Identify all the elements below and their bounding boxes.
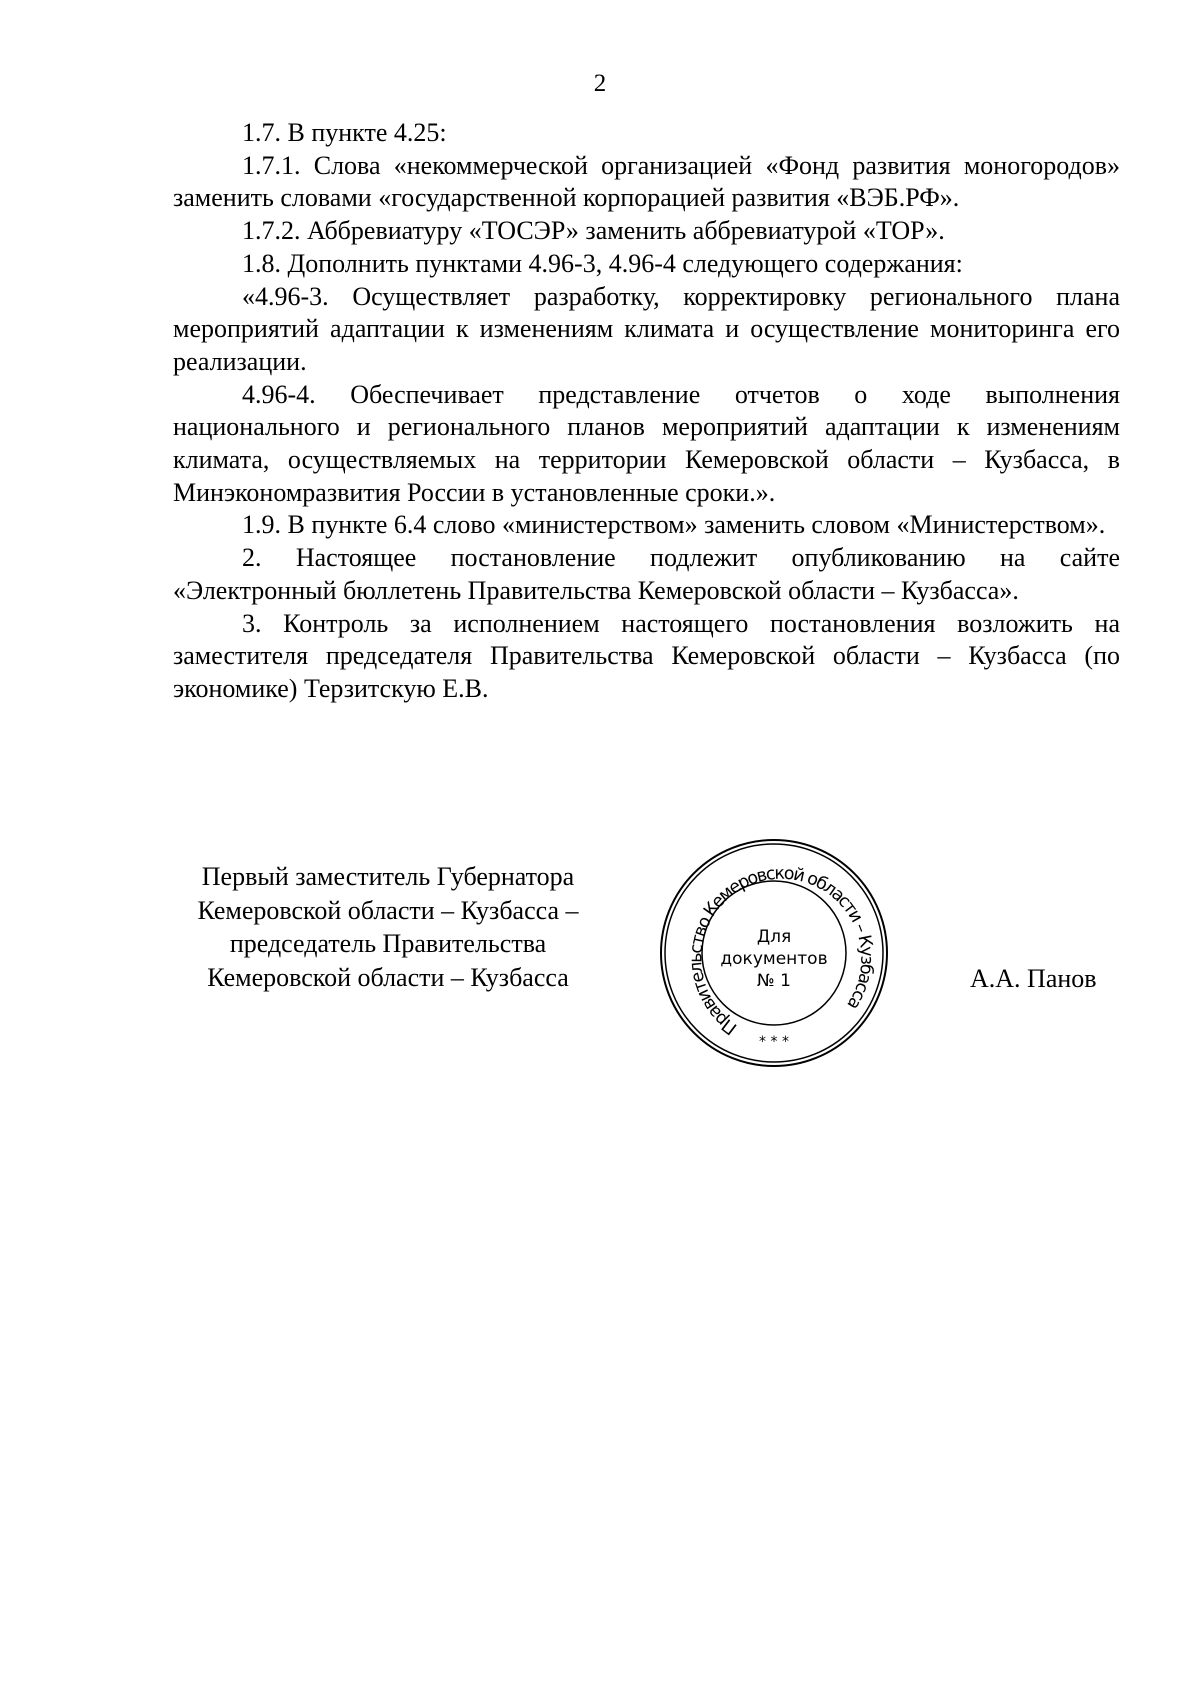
paragraph-1-7-1: 1.7.1. Слова «некоммерческой организацией «Фонд развития моногородов» заменить словами «государственной корпорацией развития «ВЭБ.РФ». xyxy=(173,150,1120,213)
signatory-position-line: председатель Правительства xyxy=(229,929,547,958)
signatory-position-line: Кемеровской области – Кузбасса xyxy=(207,962,569,992)
page-number: 2 xyxy=(593,70,607,97)
seal-graphic xyxy=(659,838,889,1068)
seal-center-line: № 1 xyxy=(757,971,791,991)
paragraph-1-7: 1.7. В пункте 4.25: xyxy=(242,118,447,147)
signatory-name: А.А. Панов xyxy=(970,964,1097,993)
paragraph-4-96-3: «4.96-3. Осуществляет разработку, корректировку регионального плана мероприятий адаптации к изменениям климата и осуществление мониторинга его реализации. xyxy=(173,281,1120,376)
seal-center-line: Для xyxy=(756,927,792,947)
paragraph-3: 3. Контроль за исполнением настоящего постановления возложить на заместителя председателя Правительства Кемеровской области – Кузбасса (по экономике) Терзитскую Е.В. xyxy=(173,608,1120,703)
official-seal-stamp xyxy=(659,838,889,1068)
seal-stars: * * * xyxy=(759,1034,789,1050)
signatory-position xyxy=(160,860,616,994)
signatory-position-line: Первый заместитель Губернатора xyxy=(201,862,575,891)
signatory-position-line: Кемеровской области – Кузбасса – xyxy=(197,895,579,925)
seal-ring-text: Правительство Кемеровской области – Кузбасса xyxy=(686,863,877,1039)
document-body xyxy=(173,117,1120,706)
paragraph-1-7-2: 1.7.2. Аббревиатуру «ТОСЭР» заменить аббревиатурой «ТОР». xyxy=(242,216,945,246)
paragraph-2: 2. Настоящее постановление подлежит опубликованию на сайте «Электронный бюллетень Правительства Кемеровской области – Кузбасса». xyxy=(173,543,1120,605)
seal-center-line: документов xyxy=(720,949,828,969)
paragraph-4-96-4: 4.96-4. Обеспечивает представление отчетов о ходе выполнения национального и регионального планов мероприятий адаптации к изменениям климата, осуществляемых на территории Кемеровской области – Кузбасса, в Минэкономразвития России в установленные сроки.». xyxy=(173,379,1120,507)
paragraph-1-9: 1.9. В пункте 6.4 слово «министерством» заменить словом «Министерством». xyxy=(242,510,1106,540)
paragraph-1-8: 1.8. Дополнить пунктами 4.96-3, 4.96-4 следующего содержания: xyxy=(242,248,963,278)
